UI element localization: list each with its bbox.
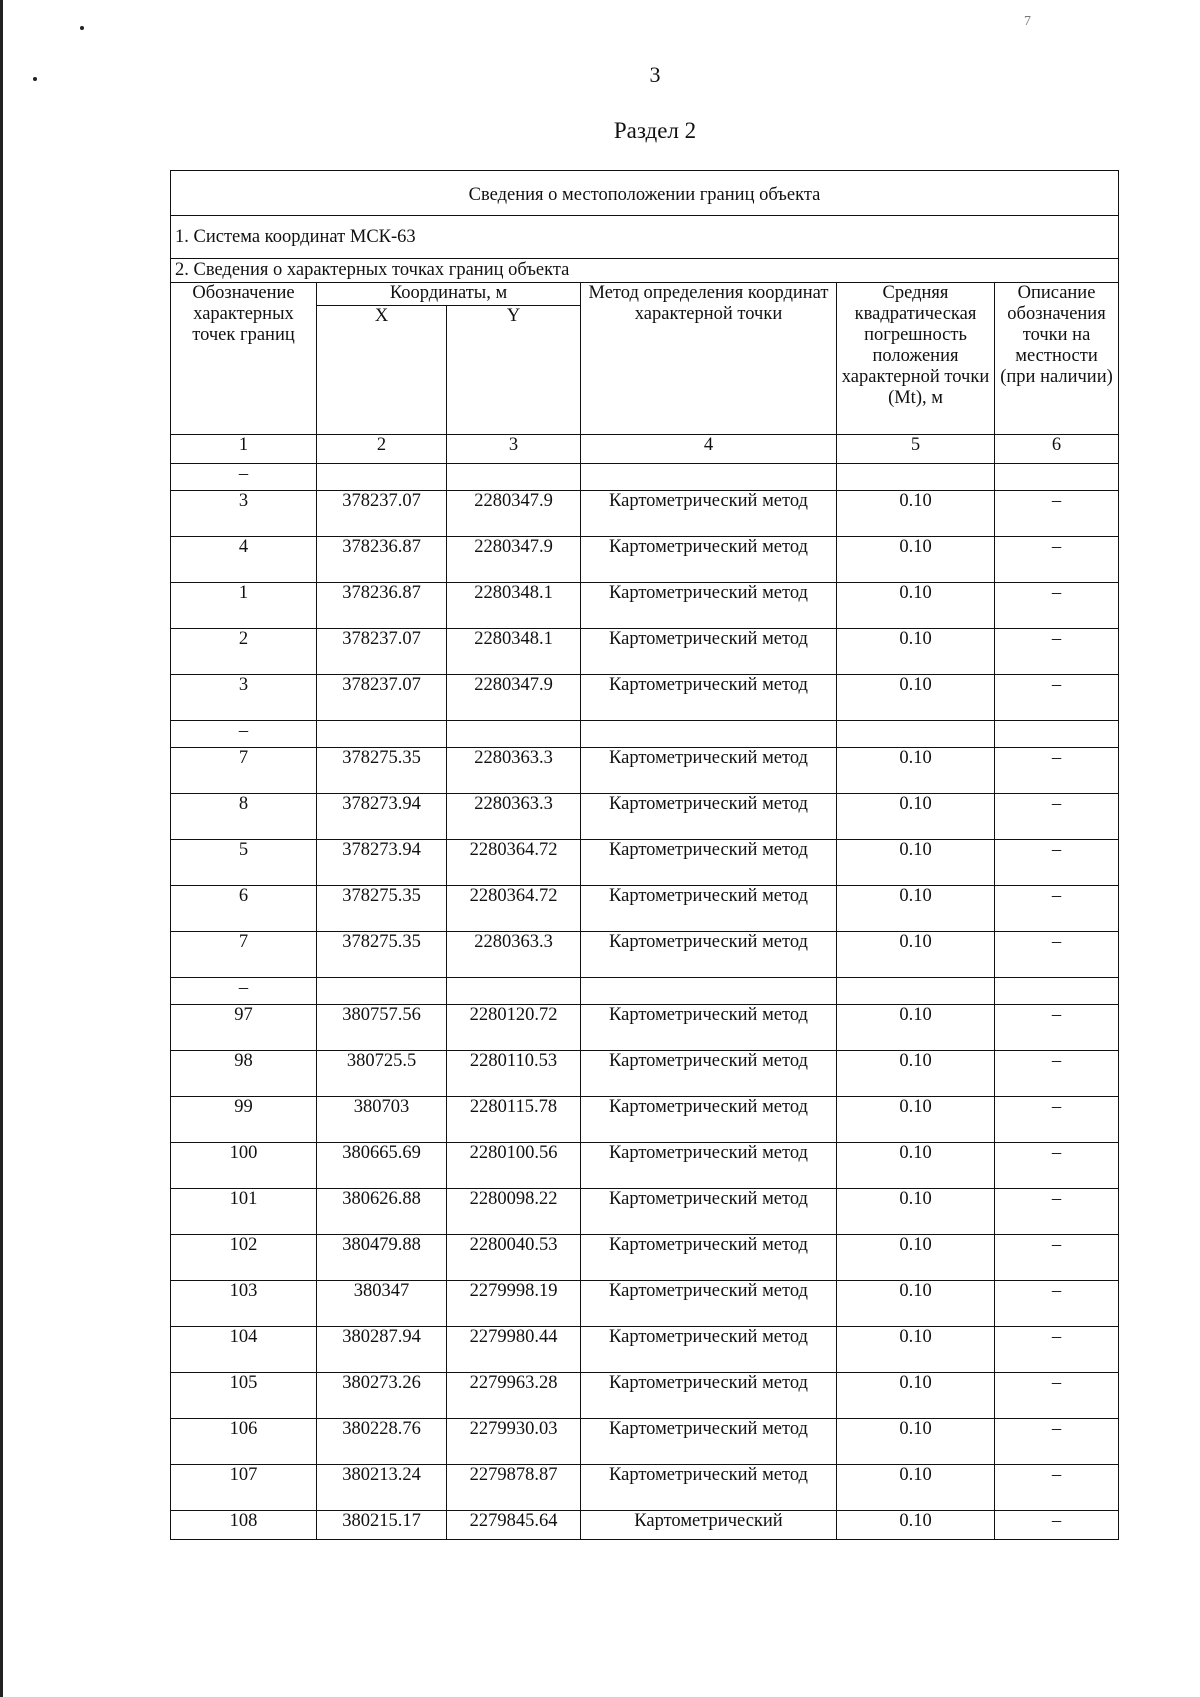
error-cell: 0.10 (837, 840, 995, 886)
x-coordinate-cell: 380213.24 (317, 1465, 447, 1511)
header-y: Y (447, 306, 581, 435)
x-coordinate-cell: 378273.94 (317, 794, 447, 840)
method-cell: Картометрический метод (581, 1235, 837, 1281)
separator-row (171, 464, 1119, 491)
method-cell: Картометрический метод (581, 886, 837, 932)
error-cell: 0.10 (837, 491, 995, 537)
separator-row (171, 978, 1119, 1005)
description-cell: – (995, 629, 1119, 675)
empty-cell (995, 464, 1119, 491)
header-error: Средняя квадратическая погрешность положения характерной точки (Mt), м (837, 283, 995, 435)
description-cell: – (995, 537, 1119, 583)
y-coordinate-cell: 2279963.28 (447, 1373, 581, 1419)
page-number: 3 (649, 62, 661, 87)
method-cell: Картометрический метод (581, 1097, 837, 1143)
y-coordinate-cell: 2280363.3 (447, 748, 581, 794)
point-id-cell: 4 (171, 537, 317, 583)
point-id-cell: 7 (171, 748, 317, 794)
table-row (171, 537, 1119, 583)
x-coordinate-cell: 380347 (317, 1281, 447, 1327)
page-left-edge (0, 0, 3, 1697)
description-cell: – (995, 1005, 1119, 1051)
error-cell: 0.10 (837, 675, 995, 721)
points-heading: 2. Сведения о характерных точках границ объекта (171, 259, 1119, 283)
y-coordinate-cell: 2279980.44 (447, 1327, 581, 1373)
point-id-cell: 101 (171, 1189, 317, 1235)
method-cell: Картометрический метод (581, 675, 837, 721)
table-row (171, 1327, 1119, 1373)
point-id-cell: 5 (171, 840, 317, 886)
point-id-cell: 97 (171, 1005, 317, 1051)
x-coordinate-cell: 380273.26 (317, 1373, 447, 1419)
y-coordinate-cell: 2280115.78 (447, 1097, 581, 1143)
table-row (171, 794, 1119, 840)
method-cell: Картометрический метод (581, 1051, 837, 1097)
method-cell: Картометрический метод (581, 1189, 837, 1235)
method-cell: Картометрический метод (581, 537, 837, 583)
description-cell: – (995, 491, 1119, 537)
x-coordinate-cell: 378237.07 (317, 491, 447, 537)
description-cell: – (995, 840, 1119, 886)
method-cell: Картометрический метод (581, 583, 837, 629)
section-title: Раздел 2 (613, 118, 697, 143)
method-cell: Картометрический метод (581, 1327, 837, 1373)
error-cell: 0.10 (837, 1511, 995, 1540)
empty-cell (317, 464, 447, 491)
description-cell: – (995, 1189, 1119, 1235)
table-row (171, 1051, 1119, 1097)
error-cell: 0.10 (837, 1419, 995, 1465)
table-row (171, 675, 1119, 721)
method-cell: Картометрический метод (581, 748, 837, 794)
y-coordinate-cell: 2280110.53 (447, 1051, 581, 1097)
y-coordinate-cell: 2280348.1 (447, 583, 581, 629)
error-cell: 0.10 (837, 1005, 995, 1051)
y-coordinate-cell: 2280364.72 (447, 840, 581, 886)
empty-cell (581, 464, 837, 491)
column-numbers-row (171, 435, 1119, 464)
column-number: 1 (171, 435, 317, 464)
y-coordinate-cell: 2280363.3 (447, 794, 581, 840)
empty-cell (837, 464, 995, 491)
x-coordinate-cell: 380757.56 (317, 1005, 447, 1051)
y-coordinate-cell: 2280363.3 (447, 932, 581, 978)
error-cell: 0.10 (837, 629, 995, 675)
error-cell: 0.10 (837, 748, 995, 794)
description-cell: – (995, 932, 1119, 978)
table-row (171, 886, 1119, 932)
table-row (171, 748, 1119, 794)
y-coordinate-cell: 2279878.87 (447, 1465, 581, 1511)
point-id-cell: 104 (171, 1327, 317, 1373)
point-id-cell: 99 (171, 1097, 317, 1143)
x-coordinate-cell: 380725.5 (317, 1051, 447, 1097)
y-coordinate-cell: 2280347.9 (447, 537, 581, 583)
description-cell: – (995, 886, 1119, 932)
x-coordinate-cell: 380703 (317, 1097, 447, 1143)
y-coordinate-cell: 2280100.56 (447, 1143, 581, 1189)
error-cell: 0.10 (837, 1373, 995, 1419)
method-cell: Картометрический метод (581, 1005, 837, 1051)
y-coordinate-cell: 2280120.72 (447, 1005, 581, 1051)
method-cell: Картометрический метод (581, 794, 837, 840)
x-coordinate-cell: 380479.88 (317, 1235, 447, 1281)
description-cell: – (995, 1235, 1119, 1281)
point-id-cell: 106 (171, 1419, 317, 1465)
table-row (171, 1189, 1119, 1235)
empty-cell (317, 978, 447, 1005)
table-row (171, 491, 1119, 537)
y-coordinate-cell: 2280040.53 (447, 1235, 581, 1281)
header-coords: Координаты, м (317, 283, 581, 306)
separator-dash: – (171, 978, 317, 1005)
description-cell: – (995, 1143, 1119, 1189)
error-cell: 0.10 (837, 1143, 995, 1189)
empty-cell (995, 721, 1119, 748)
method-cell: Картометрический метод (581, 840, 837, 886)
header-point: Обозначение характерных точек границ (171, 283, 317, 435)
x-coordinate-cell: 378236.87 (317, 537, 447, 583)
point-id-cell: 107 (171, 1465, 317, 1511)
table-row (171, 932, 1119, 978)
x-coordinate-cell: 378275.35 (317, 886, 447, 932)
header-method: Метод определения координат характерной точки (581, 283, 837, 435)
x-coordinate-cell: 380228.76 (317, 1419, 447, 1465)
error-cell: 0.10 (837, 1281, 995, 1327)
y-coordinate-cell: 2280098.22 (447, 1189, 581, 1235)
separator-row (171, 721, 1119, 748)
x-coordinate-cell: 380287.94 (317, 1327, 447, 1373)
y-coordinate-cell: 2280364.72 (447, 886, 581, 932)
error-cell: 0.10 (837, 583, 995, 629)
table-row (171, 1281, 1119, 1327)
description-cell: – (995, 675, 1119, 721)
table-caption: Сведения о местоположении границ объекта (171, 171, 1119, 216)
error-cell: 0.10 (837, 1097, 995, 1143)
x-coordinate-cell: 378237.07 (317, 675, 447, 721)
table-row (171, 840, 1119, 886)
y-coordinate-cell: 2280347.9 (447, 491, 581, 537)
empty-cell (837, 721, 995, 748)
y-coordinate-cell: 2280347.9 (447, 675, 581, 721)
method-cell: Картометрический метод (581, 932, 837, 978)
description-cell: – (995, 583, 1119, 629)
column-number: 3 (447, 435, 581, 464)
table-row (171, 1005, 1119, 1051)
y-coordinate-cell: 2279998.19 (447, 1281, 581, 1327)
empty-cell (995, 978, 1119, 1005)
boundary-points-table (170, 170, 1119, 1540)
point-id-cell: 2 (171, 629, 317, 675)
error-cell: 0.10 (837, 932, 995, 978)
table-row (171, 629, 1119, 675)
description-cell: – (995, 1511, 1119, 1540)
point-id-cell: 103 (171, 1281, 317, 1327)
point-id-cell: 6 (171, 886, 317, 932)
y-coordinate-cell: 2280348.1 (447, 629, 581, 675)
method-cell: Картометрический метод (581, 491, 837, 537)
empty-cell (317, 721, 447, 748)
table-row (171, 1419, 1119, 1465)
scan-speck (80, 26, 84, 30)
point-id-cell: 7 (171, 932, 317, 978)
empty-cell (837, 978, 995, 1005)
error-cell: 0.10 (837, 537, 995, 583)
table-row (171, 1097, 1119, 1143)
method-cell: Картометрический (581, 1511, 837, 1540)
error-cell: 0.10 (837, 794, 995, 840)
x-coordinate-cell: 378236.87 (317, 583, 447, 629)
description-cell: – (995, 1051, 1119, 1097)
x-coordinate-cell: 378273.94 (317, 840, 447, 886)
points-heading-row (171, 259, 1119, 283)
x-coordinate-cell: 380626.88 (317, 1189, 447, 1235)
empty-cell (447, 721, 581, 748)
description-cell: – (995, 748, 1119, 794)
description-cell: – (995, 794, 1119, 840)
description-cell: – (995, 1281, 1119, 1327)
description-cell: – (995, 1097, 1119, 1143)
point-id-cell: 105 (171, 1373, 317, 1419)
method-cell: Картометрический метод (581, 629, 837, 675)
description-cell: – (995, 1327, 1119, 1373)
method-cell: Картометрический метод (581, 1281, 837, 1327)
column-number: 4 (581, 435, 837, 464)
table-row (171, 1465, 1119, 1511)
caption-row (171, 171, 1119, 216)
method-cell: Картометрический метод (581, 1143, 837, 1189)
description-cell: – (995, 1465, 1119, 1511)
coordinate-system: 1. Система координат МСК-63 (171, 216, 1119, 259)
coordinate-system-row (171, 216, 1119, 259)
table-row (171, 1143, 1119, 1189)
y-coordinate-cell: 2279930.03 (447, 1419, 581, 1465)
x-coordinate-cell: 380665.69 (317, 1143, 447, 1189)
header-row (171, 283, 1119, 306)
empty-cell (581, 721, 837, 748)
error-cell: 0.10 (837, 1235, 995, 1281)
separator-dash: – (171, 721, 317, 748)
error-cell: 0.10 (837, 1327, 995, 1373)
x-coordinate-cell: 378275.35 (317, 748, 447, 794)
table-row (171, 1235, 1119, 1281)
empty-cell (581, 978, 837, 1005)
description-cell: – (995, 1373, 1119, 1419)
column-number: 5 (837, 435, 995, 464)
table-row (171, 583, 1119, 629)
point-id-cell: 100 (171, 1143, 317, 1189)
header-x: X (317, 306, 447, 435)
point-id-cell: 3 (171, 491, 317, 537)
column-number: 2 (317, 435, 447, 464)
description-cell: – (995, 1419, 1119, 1465)
column-number: 6 (995, 435, 1119, 464)
x-coordinate-cell: 380215.17 (317, 1511, 447, 1540)
error-cell: 0.10 (837, 1465, 995, 1511)
separator-dash: – (171, 464, 317, 491)
x-coordinate-cell: 378275.35 (317, 932, 447, 978)
point-id-cell: 108 (171, 1511, 317, 1540)
empty-cell (447, 464, 581, 491)
table-row (171, 1373, 1119, 1419)
error-cell: 0.10 (837, 1189, 995, 1235)
point-id-cell: 1 (171, 583, 317, 629)
header-description: Описание обозначения точки на местности (при наличии) (995, 283, 1119, 435)
method-cell: Картометрический метод (581, 1465, 837, 1511)
table-row (171, 1511, 1119, 1540)
point-id-cell: 3 (171, 675, 317, 721)
x-coordinate-cell: 378237.07 (317, 629, 447, 675)
method-cell: Картометрический метод (581, 1373, 837, 1419)
empty-cell (447, 978, 581, 1005)
point-id-cell: 98 (171, 1051, 317, 1097)
point-id-cell: 102 (171, 1235, 317, 1281)
error-cell: 0.10 (837, 886, 995, 932)
y-coordinate-cell: 2279845.64 (447, 1511, 581, 1540)
error-cell: 0.10 (837, 1051, 995, 1097)
method-cell: Картометрический метод (581, 1419, 837, 1465)
corner-mark: 7 (1024, 14, 1031, 29)
point-id-cell: 8 (171, 794, 317, 840)
